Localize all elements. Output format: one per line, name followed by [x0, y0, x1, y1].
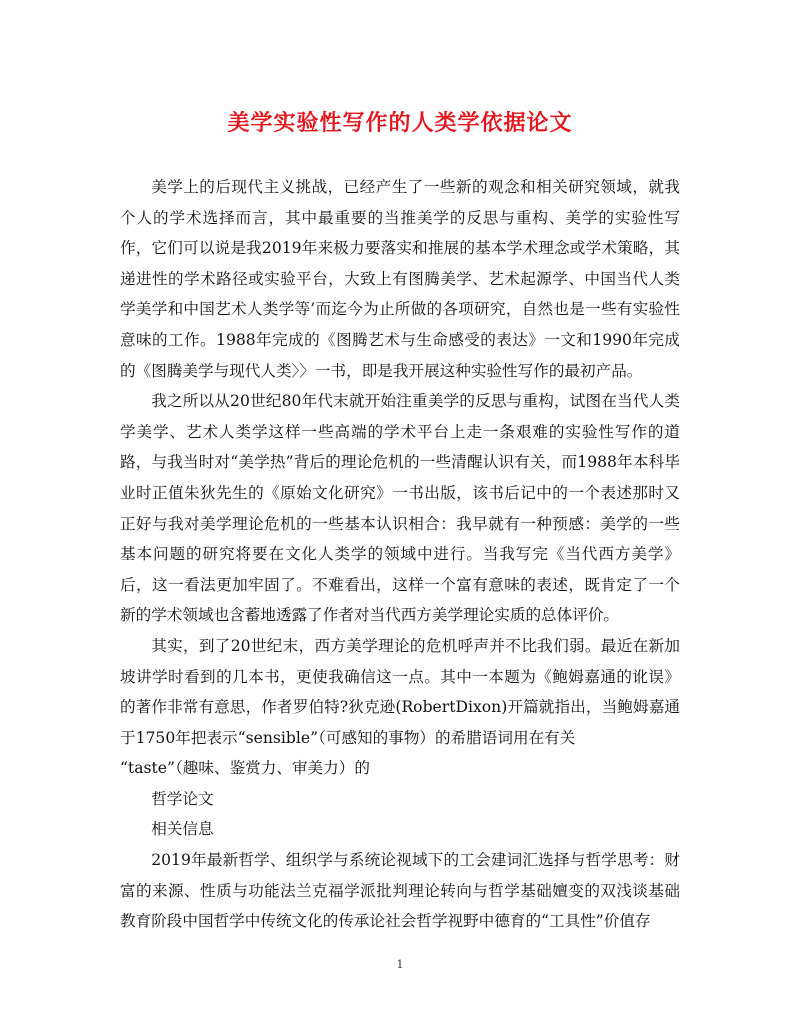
paragraph-2: 我之所以从20世纪80年代末就开始注重美学的反思与重构，试图在当代人类学美学、艺术人类学这样一些高端的学术平台上走一条艰难的实验性写作的道路，与我当时对“美学热”背后的理论危机的一些清醒认识有关，而1988年本科毕业时正值朱狄先生的《原始文化研究》一书出版，该书后记中的一个表述那时又正好与我对美学理论危机的一些基本认识相合：我早就有一种预感：美学的一些基本问题的研究将要在文化人类学的领域中进行。当我写完《当代西方美学》后，这一看法更加牢固了。不难看出，这样一个富有意味的表述，既肯定了一个新的学术领域也含蓄地透露了作者对当代西方美学理论实质的总体评价。 — [120, 392, 680, 625]
document-title: 美学实验性写作的人类学依据论文 — [227, 110, 573, 136]
paragraph-3-continuation: “taste”（趣味、鉴赏力、审美力）的 — [120, 759, 370, 778]
paragraph-3: 其实，到了20世纪末，西方美学理论的危机呼声并不比我们弱。最近在新加坡讲学时看到的几本书，更使我确信这一点。其中一本题为《鲍姆嘉通的讹误》的著作非常有意思，作者罗伯特?狄克逊(RobertDixon)开篇就指出，当鲍姆嘉通于1750年把表示“sensible”（可感知的事物）的希腊语词用在有关 — [120, 636, 680, 747]
paragraph-1: 美学上的后现代主义挑战，已经产生了一些新的观念和相关研究领域，就我个人的学术选择而言，其中最重要的当推美学的反思与重构、美学的实验性写作，它们可以说是我2019年来极力要落实和推展的基本学术理念或学术策略，其递进性的学术路径或实验平台，大致上有图腾美学、艺术起源学、中国当代人类学美学和中国艺术人类学等’而迄今为止所做的各项研究，自然也是一些有实验性意味的工作。1988年完成的《图腾艺术与生命感受的表达》一文和1990年完成的《图腾美学与现代人类〉〉一书，即是我开展这种实验性写作的最初产品。 — [120, 178, 680, 380]
short-line-related-info: 相关信息 — [151, 820, 214, 839]
paragraph-related-list: 2019年最新哲学、组织学与系统论视域下的工会建词汇选择与哲学思考：财富的来源、性质与功能法兰克福学派批判理论转向与哲学基础嬗变的双浅谈基础教育阶段中国哲学中传统文化的传承论社会哲学视野中德育的“工具性”价值存 — [120, 851, 680, 931]
document-body — [120, 172, 680, 937]
short-line-philosophy-paper: 哲学论文 — [151, 789, 214, 808]
page-number: 1 — [396, 958, 404, 971]
